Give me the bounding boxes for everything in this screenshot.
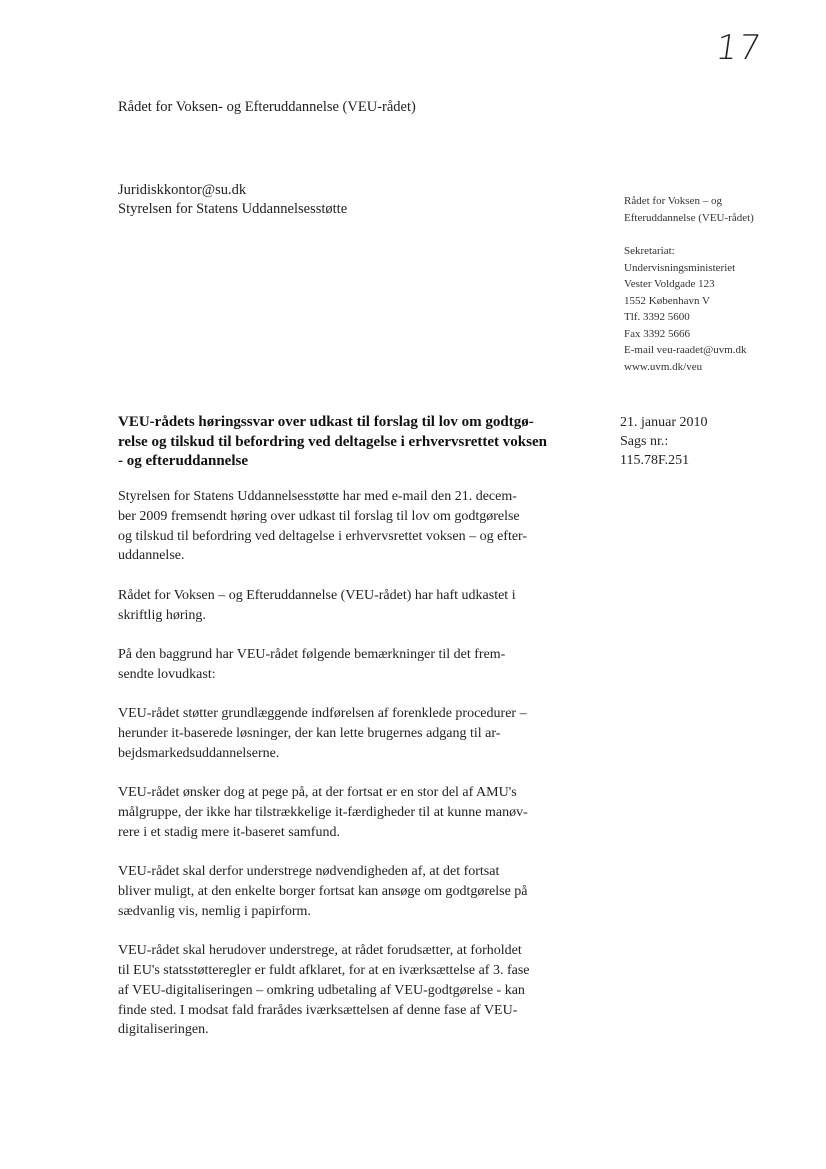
body-line: sendte lovudkast: (118, 666, 216, 682)
body-line: ber 2009 fremsendt høring over udkast til forslag til lov om godtgørelse (118, 508, 520, 524)
body-paragraph (118, 941, 578, 1040)
recipient-email: Juridiskkontor@su.dk (118, 182, 247, 198)
body-paragraph (118, 487, 578, 566)
body-paragraph (118, 783, 578, 842)
body-line: Rådet for Voksen – og Efteruddannelse (VEU-rådet) har haft udkastet i (118, 587, 516, 603)
sidebar-secretariat-label: Sekretariat: (624, 245, 675, 257)
body-line: VEU-rådet skal derfor understrege nødvendigheden af, at det fortsat (118, 864, 500, 880)
body-paragraph (118, 645, 578, 685)
body-line: bliver muligt, at den enkelte borger fortsat kan ansøge om godtgørelse på (118, 883, 528, 899)
body-line: bejdsmarkedsuddannelserne. (118, 745, 280, 761)
sender-organization: Rådet for Voksen- og Efteruddannelse (VEU-rådet) (118, 99, 416, 115)
body-line: finde sted. I modsat fald frarådes iværksættelsen af denne fase af VEU- (118, 1002, 518, 1018)
body-line: sædvanlig vis, nemlig i papirform. (118, 903, 311, 919)
recipient-organization: Styrelsen for Statens Uddannelsesstøtte (118, 201, 348, 217)
body-line: og tilskud til befordring ved deltagelse i erhvervsrettet voksen – og efter- (118, 528, 528, 544)
sidebar-website: www.uvm.dk/veu (624, 360, 703, 373)
body-line: VEU-rådet skal herudover understrege, at rådet forudsætter, at forholdet (118, 943, 522, 959)
body-line: På den baggrund har VEU-rådet følgende bemærkninger til det frem- (118, 646, 506, 662)
letter-date: 21. januar 2010 (620, 415, 708, 430)
subject-line: VEU-rådets høringssvar over udkast til forslag til lov om godtgø- (118, 414, 534, 430)
sidebar-org-line: Rådet for Voksen – og (624, 195, 722, 207)
body-line: til EU's statsstøtteregler er fuldt afklaret, for at en iværksættelse af 3. fase (118, 962, 530, 978)
body-line: VEU-rådet støtter grundlæggende indførelsen af forenklede procedurer – (118, 706, 527, 722)
sidebar-fax: Fax 3392 5666 (624, 327, 690, 340)
sidebar-address-line: Undervisningsministeriet (624, 261, 736, 274)
subject-line: - og efteruddannelse (118, 453, 248, 469)
body-line: Styrelsen for Statens Uddannelsesstøtte har med e-mail den 21. decem- (118, 489, 517, 504)
letter-subject (118, 413, 568, 472)
sidebar-address-line: 1552 København V (624, 294, 710, 307)
body-line: herunder it-baserede løsninger, der kan lette brugernes adgang til ar- (118, 725, 501, 741)
subject-line: relse og tilskud til befordring ved deltagelse i erhvervsrettet voksen (118, 433, 547, 450)
body-line: rere i et stadig mere it-baseret samfund. (118, 824, 340, 840)
case-number: 115.78F.251 (620, 453, 690, 468)
body-line: VEU-rådet ønsker dog at pege på, at der fortsat er en stor del af AMU's (118, 785, 517, 801)
body-line: digitaliseringen. (118, 1022, 209, 1038)
sidebar-phone: Tlf. 3392 5600 (624, 311, 690, 323)
body-paragraph (118, 862, 578, 921)
body-line: uddannelse. (118, 548, 185, 564)
body-line: af VEU-digitaliseringen – omkring udbetaling af VEU-godtgørelse - kan (118, 982, 525, 998)
sidebar-org-line: Efteruddannelse (VEU-rådet) (624, 211, 754, 224)
body-paragraph (118, 704, 578, 763)
body-line: målgruppe, der ikke har tilstrækkelige it-færdigheder til at kunne manøv- (118, 804, 528, 820)
letter-meta (620, 413, 707, 470)
letter-body (118, 487, 578, 1060)
sender-contact-sidebar (624, 193, 814, 375)
recipient-block (118, 181, 347, 219)
handwritten-page-number: 17 (713, 28, 765, 68)
case-number-label: Sags nr.: (620, 434, 669, 449)
sidebar-email: E-mail veu-raadet@uvm.dk (624, 344, 747, 356)
body-line: skriftlig høring. (118, 607, 206, 623)
body-paragraph (118, 586, 578, 626)
sidebar-address-line: Vester Voldgade 123 (624, 278, 715, 290)
